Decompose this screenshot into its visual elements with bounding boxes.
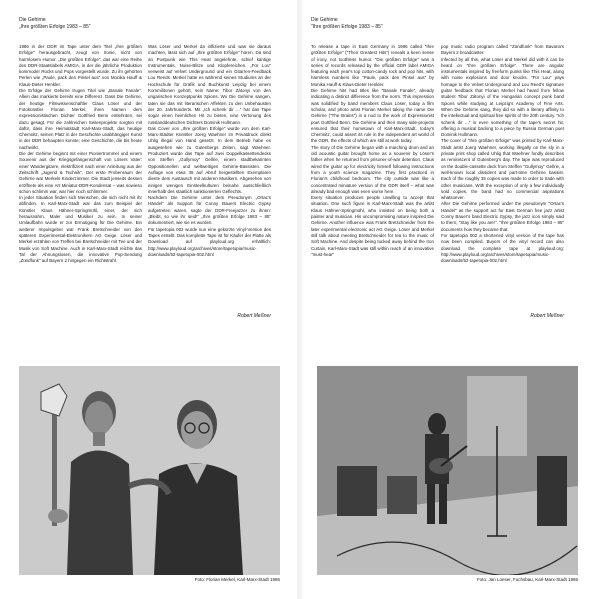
album-title: "Ihre größten Erfolge 1983 – 85" (311, 23, 383, 30)
page-header (19, 17, 91, 30)
band-portrait-photo (19, 366, 280, 575)
paragraph: The cover of "Ihre größten Erfolge" was printed by Karl-Marx-Stadt artist Joerg Waehner, working illegally on the sly in a private print shop called Uhlig that Waehner fondly describes as reminiscent of Gutenberg's day. The tape was reproduced on the double-cassette deck from Steffen "Gullymoy" Gellrie, a well-known local dissident and part-time Gehirne bassist. Each of the roughly 35 copies was made to order to trade with other musicians. With the exception of only a few individually sold copies, the band had no commercial aspirations whatsoever. (441, 138, 564, 201)
paragraph: pop music radio program called "Zündfunk" from Bavaria's Bayern 2 broadcaster. (441, 44, 564, 56)
text-column-2 (148, 44, 271, 314)
paragraph: Für tapetopia 002 wurde nun eine gekürzte Vinyl-Version des Tapes erstellt. Das komplette Tape ist für Käufer der Platte als Download auf playloud.org erhältlich: http://www.playloud.org/archives/store/tapetopia/music-downloads/52-tapetopia-002.html (148, 226, 271, 257)
paragraph: For tapetopia 002 a shortened vinyl version of the tape has now been compiled. Buyers of the vinyl record can also download the complete tape at playloud.org: http://www.playloud.org/archives/store/tapetopia/music-downloads/52-tapetopia-002.html (441, 232, 564, 264)
paragraph: Infected by all this, what Löser and Merkel did with it can be heard on "Ihre größten Erfolge". There are angular instrumentals inspired by freeform punks like This Heat, along with noise explosions and door knocks. "Für Lou" pays homage to the Velvet Underground and Lou Reed's signature guitar feedback that Florian Merkel had heard from fellow student Tibor Zátonyi of the Hungarian concept punk band Spions while studying at Leipzig's Academy of Fine Arts. When Die Gehirne sang, they did so with a literary affinity to the intellectual and spiritual free spirits of the 20th century. "Ich schenk dir ..." is even something of the tape's secret hit, offering a musical backing to a piece by Russia German poet Dominik Hollmann. (441, 56, 564, 138)
text-column-1 (311, 44, 434, 314)
paragraph: In jeder Situation finden sich Menschen, die sich nicht mit ihr abfinden. In Karl-Marx-Stadt war das zum Beispiel der Künstler Klaus Hähner-Springmühl, einer, der sich herausnahm, Maler und Musiker zu sein. In seiner Umlaufbahn wurde er zur Ermutigung für Die Gehirne. Ein weiterer Impulsgeber war Frank Bretschneider von den späteren Experimental-Elektronikern AG Geige. Löser und Merkel erzählen von Treffen bei Bretschneider mit Tee und der Musik von Soft Machine. Auch in Karl-Marx-Stadt reichte das Tal der Ahnungslosen, die innovative Pop-Sendung „Zündfunk" auf Bayern 2 hingegen ein Richtstrahl. (19, 195, 142, 264)
room-photo-illustration (317, 366, 578, 575)
paragraph: Das Cover von „Ihre größten Erfolge" wurde von dem Karl-Marx-Städter Künstler Joerg Waehner im Privatdruck direkt Uhlig illegal von Hand gesetzt. In dem Betrieb habe es ausgesehen wie zu Gutenbergs Zeiten, sagt Waehner. Produziert wurde das Tape auf zwei Doppelkassettendecks von Steffen „Gullymoy" Gellrie, einem stadtbekannten Oppositionellen und weltweitigen Gehirne-Bassisten. Die Auflage von etwa 35 auf Abruf hergestellten Exemplaren diente dem Austausch mit anderen Musikern. Abgesehen von einigen wenigen Einsteelkulturen beinahe ausschließlich innerhalb des staatlich sanktionierten Geflechts. (148, 125, 271, 194)
page-header (311, 17, 383, 30)
spread-gutter (297, 0, 302, 599)
paragraph: Was Löser und Merkel da inflizierte und was sie daraus machten, lässt sich auf „Ihre größten Erfolge" hören. Da sind an Postpunk wie This Heat angelehnte, schief kantige Instrumentals, Noise-Blitze und Klopfereichen. „Für Lou" verweist auf Velvet Underground und ein Gitarren-Feedback Lou Reeds. Merkel hatte es während seines Studiums an der Hochschule für Grafik und Buchkunst Leipzig bei einem Kommilitonen gehört, sein Name: Tibor Zátonyi von den ungarischen Konzeptpunks Spions. Wo Die Gehirne sangen, taten sie das mit literarischen Affekten zu den Unbehausten der 20. Jahrhunderts. Mit „Ich schenk dir ..." hat das Tape sogar einen heimlichen Hit zu bieten, eine Vertonung des russlanddeutschen Dichters Dominik Hollmann. (148, 44, 271, 125)
paragraph: 1986 in der DDR im Tape unter dem Titel „Ihre größten Erfolge" herausgebracht, zeugt von Ironie, nicht von harmlosem Humor. „Die größten Erfolge", das war eine Reihe des DDR-Staatslabels AMIGA, in der die jährliche Produktion kommoder Rocks und Pops vorgestellt wurde. Zu ihr gehörten Perlen wie „Paule, pack den Pinsel aus" von Monika Hauff & Klaus-Dieter Henkler. (19, 44, 142, 87)
page-english (303, 0, 599, 599)
page-german (0, 0, 296, 599)
photo-caption: Foto: Jan Loeser, Fuchsbau, Karl-Marx-Stadt 1986 (476, 577, 578, 582)
author-signature: Robert Meßner (237, 313, 271, 319)
paragraph: Die der Gehirne beginnt mit einer Pioniertrommel und einem Souvenir aus der Kriegsgefangenschaft von Lösers Vater: einer Wandergitarre, elektrifiziert nach einer Anleitung aus der Zeitschrift „Jugend & Technik". Der erste Probenraum der Gehirne war Merkels Kinderzimmer. Die Stadt jenseits dessen eröffnete als eine Art Miniatur-DDR-Kondensat – was sowieso schon schlimm war, war hier noch schlimmer. (19, 151, 142, 194)
text-column-2 (441, 44, 564, 314)
band-name: Die Gehirne (19, 17, 46, 23)
portrait-photo-illustration (19, 366, 280, 575)
paragraph: After Die Gehirne performed under the pseudonym "Ortac's Händel" as the support act for East German free jazz artist Conny Bauer's band Electric Gypsy, the jazz icon simply said to them, "Stay like you are!". "Ihre größten Erfolge 1983 – 85" documents how they became that. (441, 201, 564, 232)
paragraph: The story of Die Gehirne began with a marching drum and an old acoustic guitar brought home as a souvenir by Löser's father when he returned from prisoner-of-war detention. Claus wired the guitar up for electricity himself following instructions from a youth science magazine. They first practiced in Florian's childhood bedroom. The city outside was like a concentrated miniature version of the GDR itself – what was already bad enough was even worse here. (311, 144, 434, 194)
band-name: Die Gehirne (311, 17, 338, 23)
author-signature: Robert Meßner (530, 313, 564, 319)
paragraph: Die Gehirne hits had titles like "Banale Fanale", already indicating a distinct difference from the norm. This impression was solidified by band members Claus Löser, today a film scholar, and photo artist Florian Merkel taking the name Die Gehirne ("The Brains") in a nod to the work of Expressionist poet Gottfried Benn. Die Gehirne and their many side-projects ensured that their hometown of Karl-Marx-Stadt, today's Chemnitz, could assert its role in the independent art world of the GDR, the effects of which are still at work today. (311, 88, 434, 144)
paragraph: Nachdem Die Gehirne unter dem Pseudonym „Ortac's Händel" als Support für Conny Bauers Electric Gypsy aufgetreten waren, sagte der DDR-Freejazzer zu ihnen: „Bleibt, so wie ihr seid!" „Ihre größten Erfolge 1983 – 85" dokumentiert, wie sie es wurden. (148, 195, 271, 226)
text-column-1 (19, 44, 142, 314)
paragraph: Every situation produces people unwilling to accept that situation. One such figure in Karl-Marx-Stadt was the artist Klaus Hähner-Springmühl, who insisted on being both a painter and musician. His uncompromising nature inspired Die Gehirne. Another influence was Frank Bretschneider from the later experimental electronic act AG Geige. Löser and Merkel still talk about meeting Bretschneider for tea to the music of Soft Machine. And despite being tucked away behind the Iron Curtain, Karl-Marx-Stadt was still within reach of an innovative "must-hear" (311, 195, 434, 257)
album-title: „Ihre größten Erfolge 1983 – 85" (19, 23, 91, 30)
paragraph: To release a tape in East Germany in 1986 called "Ihre größten Erfolge" ("Their Greatest Hits") reveals a keen sense of irony, not toothless humor. "Die größten Erfolge" was a series of records released by the official GDR label AMIGA featuring each year's top cotton-candy rock and pop hits, with harmless numbers like "Paule, pack den Pinsel aus" by Monika Hauff & Klaus-Dieter Henkler. (311, 44, 434, 87)
band-room-photo (317, 366, 578, 575)
photo-caption: Foto: Florian Merkel, Karl-Marx-Stadt 1986 (194, 577, 280, 582)
paragraph: Die Erfolge der Gehirne trugen Titel wie „Banale Fanale". Allein das markierte bereits eine Differenz. Dass Die Gehirne, der heutige Filmwissenschaftler Claus Löser und der Fotokünstler Florian Merkel, ihren Namen dem expressionistischen Dichter Gottfried Benn entlehnten, sei dazu gesagt. Für die zahlreichen Seitenprojekte sorgten mit dafür, dass ihre Heimatstadt Karl-Marx-Stadt, das heutige Chemnitz, seinen Platz in der Geschichte unabhängiger Kunst in der DDR behaupten konnte; eine Geschichte, die bis heute nachwirkt. (19, 88, 142, 150)
